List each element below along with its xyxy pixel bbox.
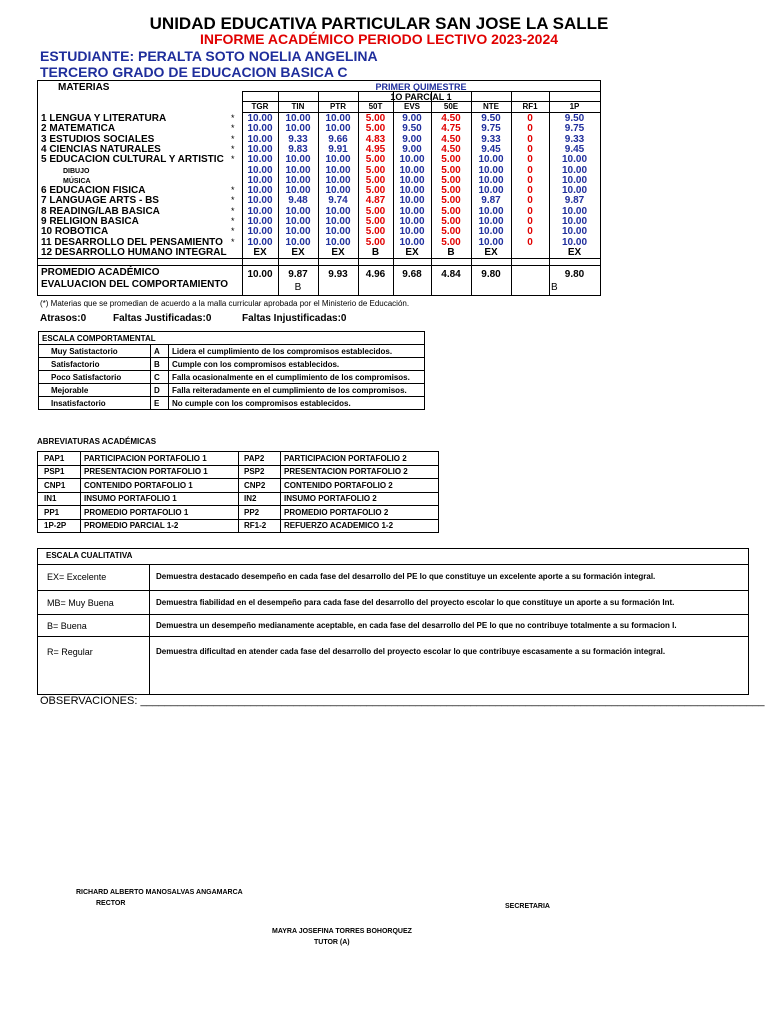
grade-row [38,166,600,176]
subject-name: 12 DESARROLLO HUMANO INTEGRAL [41,246,227,258]
grade-cell: 10.00 [325,154,351,166]
averaged-marker: * [231,236,235,247]
grade-cell: 0 [527,164,533,176]
subject-name: 2 MATEMATICA [41,123,116,135]
comportamiento-1p: B [551,282,558,294]
qualitative-level: R= Regular [47,647,93,657]
grade-cell: 9.33 [288,133,308,145]
grade-cell: 9.91 [328,143,348,155]
grade-cell: 10.00 [285,185,311,197]
subject-name: 5 EDUCACION CULTURAL Y ARTISTIC [41,154,224,166]
abbreviation-row [38,506,439,520]
grade-cell: 5.00 [365,216,386,227]
behavior-scale-row [39,358,425,371]
abbr-code: RF1-2 [239,519,281,533]
abbr-code: IN1 [38,492,81,506]
grade-row [38,155,600,165]
grade-cell: 10.00 [399,164,425,176]
grade-cell: 5.00 [365,154,386,166]
grade-cell: 10.00 [285,174,311,186]
abbr-description: CONTENIDO PORTAFOLIO 1 [81,479,239,493]
parcial-header: 1O PARCIAL 1 [390,92,452,102]
promedio-cell: 4.96 [365,269,386,281]
behavior-code: C [151,371,169,384]
abbr-description: PARTICIPACION PORTAFOLIO 2 [281,452,439,466]
grade-cell: 10.00 [285,226,311,238]
grade-cell: 5.00 [365,113,386,124]
subject-name: 11 DESARROLLO DEL PENSAMIENTO [41,236,223,248]
abbr-description: REFUERZO ACADEMICO 1-2 [281,519,439,533]
grade-cell: 4.95 [365,143,386,155]
faltas-injustificadas: Faltas Injustificadas:0 [242,313,347,324]
grade-cell: 10.00 [247,205,273,217]
abbr-description: PROMEDIO PORTAFOLIO 1 [81,506,239,520]
column-header-evs: EVS [403,102,420,111]
grade-cell: 0 [527,195,533,207]
promedio-cell: 9.87 [288,269,308,281]
grade-row [38,227,600,237]
grade-cell: 9.74 [328,195,348,207]
grade-cell: 5.00 [365,205,386,217]
grade-cell: 10.00 [285,216,311,227]
behavior-description: Falla reiteradamente en el cumplimiento de los compromisos. [169,384,425,397]
grade-cell: 10.00 [325,113,351,124]
grade-cell: 5.00 [365,185,386,197]
grade-cell: 5.00 [441,236,461,248]
grade-cell: 10.00 [561,164,588,176]
abbr-code: CNP1 [38,479,81,493]
grade-cell: 0 [527,133,533,145]
averaged-marker: * [231,185,235,196]
atrasos: Atrasos:0 [40,313,87,324]
abbr-code: PSP2 [239,465,281,479]
grade-cell: 9.48 [288,195,308,207]
qualitative-description: Demuestra dificultad en atender cada fase del desarrollo del proyecto escolar lo que contribuye escasamente a su formación integral. [156,647,666,656]
subject-name: 3 ESTUDIOS SOCIALES [41,133,155,145]
averaged-marker: * [231,216,235,226]
grade-cell: 10.00 [399,195,425,207]
grade-cell: 4.50 [441,113,461,124]
averaged-marker: * [231,226,235,237]
grade-cell: 10.00 [285,164,311,176]
grade-cell: 10.00 [478,226,504,238]
grade-cell: 0 [527,205,533,217]
materias-header: MATERIAS [58,82,110,93]
grade-cell: 4.75 [441,123,461,135]
grade-cell: EX [331,246,345,258]
qualitative-scale-title: ESCALA CUALITATIVA [46,551,133,560]
grade-cell: 9.00 [402,113,422,124]
grade-cell: 10.00 [285,236,311,248]
grade-cell: 10.00 [399,226,425,238]
behavior-scale-row [39,384,425,397]
footnote: (*) Materias que se promedian de acuerdo a la malla curricular aprobada por el Ministerio de Educación. [40,299,410,308]
subject-name: 6 EDUCACION FISICA [41,185,146,197]
abbr-code: PP2 [239,506,281,520]
promedio-cell: 9.80 [564,269,585,281]
grade-cell: 10.00 [561,216,588,227]
grade-cell: 10.00 [399,216,425,227]
grade-cell: 10.00 [561,185,588,197]
behavior-level: Poco Satisfactorio [39,371,151,384]
grade-cell: 9.33 [564,133,585,145]
abbreviation-row [38,479,439,493]
grade-cell: 10.00 [325,236,351,248]
grade-cell: 10.00 [399,236,425,248]
grade-cell: 10.00 [247,143,273,155]
grade-cell: 0 [527,113,533,124]
grade-cell: 5.00 [441,205,461,217]
grade-cell: 10.00 [478,216,504,227]
grade-cell: 10.00 [478,164,504,176]
grade-cell: 10.00 [285,123,311,135]
averaged-marker: * [231,123,235,134]
abbreviations-table [37,451,439,533]
grade-cell: 5.00 [441,185,461,197]
grade-cell: 10.00 [561,226,588,238]
grade-cell: 0 [527,174,533,186]
abbr-description: PRESENTACION PORTAFOLIO 1 [81,465,239,479]
comportamiento-tin: B [294,282,302,294]
grade-cell: 9.45 [481,143,501,155]
grade-cell: 10.00 [561,236,588,248]
grade-cell: 10.00 [478,205,504,217]
promedio-cell: 10.00 [247,269,273,281]
grade-cell: 10.00 [325,185,351,197]
grade-cell: 10.00 [247,133,273,145]
grade-cell: 0 [527,216,533,227]
quimestre-header: PRIMER QUIMESTRE [375,82,467,92]
grade-cell: 9.50 [481,113,501,124]
averaged-marker: * [231,113,235,123]
grade-cell: 5.00 [441,226,461,238]
grade-cell: 10.00 [247,226,273,238]
report-title: INFORME ACADÉMICO PERIODO LECTIVO 2023-2024 [199,31,559,47]
subject-name: 8 READING/LAB BASICA [41,205,160,217]
promedio-cell: 9.68 [402,269,422,281]
grade-cell: EX [405,246,419,258]
grade-cell: 9.33 [481,133,501,145]
faltas-justificadas: Faltas Justificadas:0 [113,313,212,324]
averaged-marker: * [231,133,235,144]
grade-cell: 5.00 [365,123,386,135]
promedio-cell: 4.84 [441,269,461,281]
secretaria-title: SECRETARIA [505,903,550,910]
abbr-code: PP1 [38,506,81,520]
grade-cell: 10.00 [325,226,351,238]
grade-cell: EX [567,246,582,258]
abbr-description: INSUMO PORTAFOLIO 1 [81,492,239,506]
grade-cell: 10.00 [399,174,425,186]
column-header-1p: 1P [569,102,580,111]
grade-cell: 9.75 [481,123,501,135]
grade-cell: EX [253,246,267,258]
grade-cell: 10.00 [247,123,273,135]
student-name: ESTUDIANTE: PERALTA SOTO NOELIA ANGELINA [40,48,378,64]
subject-name: 1 LENGUA Y LITERATURA [41,113,167,124]
grade-cell: 9.87 [564,195,585,207]
qualitative-level: MB= Muy Buena [47,598,114,608]
grade-cell: 10.00 [325,164,351,176]
qualitative-scale-table [37,548,749,695]
grade-cell: 5.00 [365,236,386,248]
abbreviation-row [38,465,439,479]
grade-cell: 10.00 [247,113,273,124]
grade-cell: 10.00 [399,205,425,217]
qualitative-level: EX= Excelente [47,572,107,582]
qualitative-row [38,564,748,590]
grade-cell: 9.50 [402,123,422,135]
grade-cell: 10.00 [247,164,273,176]
qualitative-row [38,614,748,636]
grade-cell: 10.00 [247,195,273,207]
behavior-level: Muy Satistactorio [39,345,151,358]
grade-cell: 0 [527,226,533,238]
behavior-code: D [151,384,169,397]
abbr-description: PARTICIPACION PORTAFOLIO 1 [81,452,239,466]
abbr-code: PSP1 [38,465,81,479]
qualitative-level: B= Buena [47,621,87,631]
subject-name: 7 LANGUAGE ARTS - BS [41,195,159,207]
school-name: UNIDAD EDUCATIVA PARTICULAR SAN JOSE LA SALLE [149,14,609,33]
rector-title: RECTOR [96,900,126,907]
grade-cell: EX [291,246,305,258]
grade-cell: 10.00 [247,154,273,166]
abbreviation-row [38,452,439,466]
observations-line: OBSERVACIONES: ______________________________________________________________________________________________________ [40,695,765,707]
rector-name: RICHARD ALBERTO MANOSALVAS ANGAMARCA [76,889,243,896]
grade-cell: 10.00 [325,123,351,135]
grade-level: TERCERO GRADO DE EDUCACION BASICA C [40,64,348,80]
grade-cell: 5.00 [365,164,386,176]
column-header-tgr: TGR [251,102,269,111]
grade-cell: 4.50 [441,133,461,145]
abbr-code: CNP2 [239,479,281,493]
grade-cell: 10.00 [285,205,311,217]
abbr-description: PROMEDIO PARCIAL 1-2 [81,519,239,533]
subject-name: MÚSICA [63,177,91,185]
qualitative-row [38,636,748,666]
grade-cell: 0 [527,123,533,135]
grade-cell: 10.00 [478,236,504,248]
grade-cell: 9.00 [402,133,422,145]
behavior-code: A [151,345,169,358]
grade-cell: 10.00 [285,154,311,166]
column-header-ptr: PTR [330,102,346,111]
grade-cell: 10.00 [247,236,273,248]
grade-cell: 9.66 [328,133,348,145]
behavior-description: No cumple con los compromisos establecidos. [169,397,425,410]
abbr-code: IN2 [239,492,281,506]
column-header-50e: 50E [443,102,459,111]
grade-cell: B [371,246,380,258]
grade-cell: 5.00 [365,226,386,238]
behavior-code: E [151,397,169,410]
qualitative-row [38,590,748,614]
grade-cell: 5.00 [441,195,461,207]
qualitative-description: Demuestra fiabilidad en el desempeño para cada fase del desarrollo del proyecto escolar lo que constituye un aporte a su formación Int. [156,598,675,607]
behavior-level: Satisfactorio [39,358,151,371]
promedio-label: PROMEDIO ACADÉMICO [41,267,160,279]
grade-cell: 4.50 [441,143,461,155]
grade-cell: 5.00 [441,174,461,186]
tutor-name: MAYRA JOSEFINA TORRES BOHORQUEZ [272,928,412,935]
grade-cell: 5.00 [441,154,461,166]
qualitative-description: Demuestra destacado desempeño en cada fase del desarrollo del PE lo que constituye un excelente aporte a su formación integral. [156,572,656,581]
behavior-scale-row [39,397,425,410]
qualitative-description: Demuestra un desempeño medianamente aceptable, en cada fase del desarrollo del PE lo que no contribuye totalmente a su formacion I. [156,621,677,630]
subject-name: 9 RELIGION BASICA [41,216,139,227]
averaged-marker: * [231,195,235,206]
grade-cell: 5.00 [441,216,461,227]
abbreviation-row [38,492,439,506]
behavior-description: Lidera el cumplimiento de los compromisos establecidos. [169,345,425,358]
grade-cell: 10.00 [561,174,588,186]
promedio-cell: 9.93 [328,269,348,281]
grade-cell: 0 [527,236,533,248]
grade-cell: 0 [527,185,533,197]
behavior-scale-row [39,345,425,358]
abbr-description: PRESENTACION PORTAFOLIO 2 [281,465,439,479]
column-header-rf1: RF1 [522,102,538,111]
grade-cell: 10.00 [399,154,425,166]
grade-cell: 9.87 [481,195,501,207]
grade-cell: 0 [527,154,533,166]
grade-cell: 10.00 [561,205,588,217]
abbreviation-row [38,519,439,533]
grade-row [38,114,600,124]
behavior-scale-title: ESCALA COMPORTAMENTAL [39,332,425,345]
grade-row [38,196,600,206]
subject-name: 4 CIENCIAS NATURALES [41,143,161,155]
grade-row [38,217,600,227]
abbr-code: PAP2 [239,452,281,466]
abbr-description: INSUMO PORTAFOLIO 2 [281,492,439,506]
behavior-description: Falla ocasionalmente en el cumplimiento de los compromisos. [169,371,425,384]
grade-cell: EX [484,246,498,258]
behavior-scale-table [38,331,425,410]
grade-cell: 10.00 [478,185,504,197]
averaged-marker: * [231,205,235,216]
averaged-marker: * [231,154,235,165]
subject-name: 10 ROBOTICA [41,226,109,238]
grade-row [38,248,600,258]
grade-cell: 0 [527,143,533,155]
grade-cell: 5.00 [365,174,386,186]
grade-cell: 10.00 [247,185,273,197]
behavior-code: B [151,358,169,371]
grade-cell: 10.00 [478,154,504,166]
averaged-marker: * [231,143,235,154]
grade-cell: 10.00 [247,216,273,227]
tutor-title: TUTOR (A) [314,939,350,946]
grade-cell: 10.00 [325,216,351,227]
comportamiento-label: EVALUACION DEL COMPORTAMIENTO [41,279,229,291]
grade-cell: 9.50 [564,113,585,124]
behavior-level: Insatisfactorio [39,397,151,410]
abbreviations-title: ABREVIATURAS ACADÉMICAS [37,437,157,446]
grade-cell: 9.83 [288,143,308,155]
abbr-code: 1P-2P [38,519,81,533]
grade-cell: 10.00 [561,154,588,166]
grade-row [38,124,600,134]
grade-cell: B [447,246,455,258]
promedio-cell: 9.80 [481,269,501,281]
column-header-nte: NTE [483,102,499,111]
behavior-level: Mejorable [39,384,151,397]
abbr-description: CONTENIDO PORTAFOLIO 2 [281,479,439,493]
grade-cell: 4.87 [365,195,386,207]
behavior-scale-row [39,371,425,384]
grade-cell: 10.00 [285,113,311,124]
grades-table [37,80,601,296]
grade-cell: 10.00 [247,174,273,186]
grade-cell: 10.00 [478,174,504,186]
grade-cell: 10.00 [325,174,351,186]
behavior-description: Cumple con los compromisos establecidos. [169,358,425,371]
grade-cell: 9.75 [564,123,585,135]
grade-cell: 9.45 [564,143,585,155]
column-header-50t: 50T [368,102,383,111]
abbr-description: PROMEDIO PORTAFOLIO 2 [281,506,439,520]
abbr-code: PAP1 [38,452,81,466]
grade-cell: 9.00 [402,143,422,155]
subject-name: DIBUJO [63,167,90,175]
grade-cell: 10.00 [325,205,351,217]
grade-cell: 10.00 [399,185,425,197]
grade-cell: 5.00 [441,164,461,176]
grade-cell: 4.83 [365,133,386,145]
column-header-tin: TIN [291,102,305,111]
